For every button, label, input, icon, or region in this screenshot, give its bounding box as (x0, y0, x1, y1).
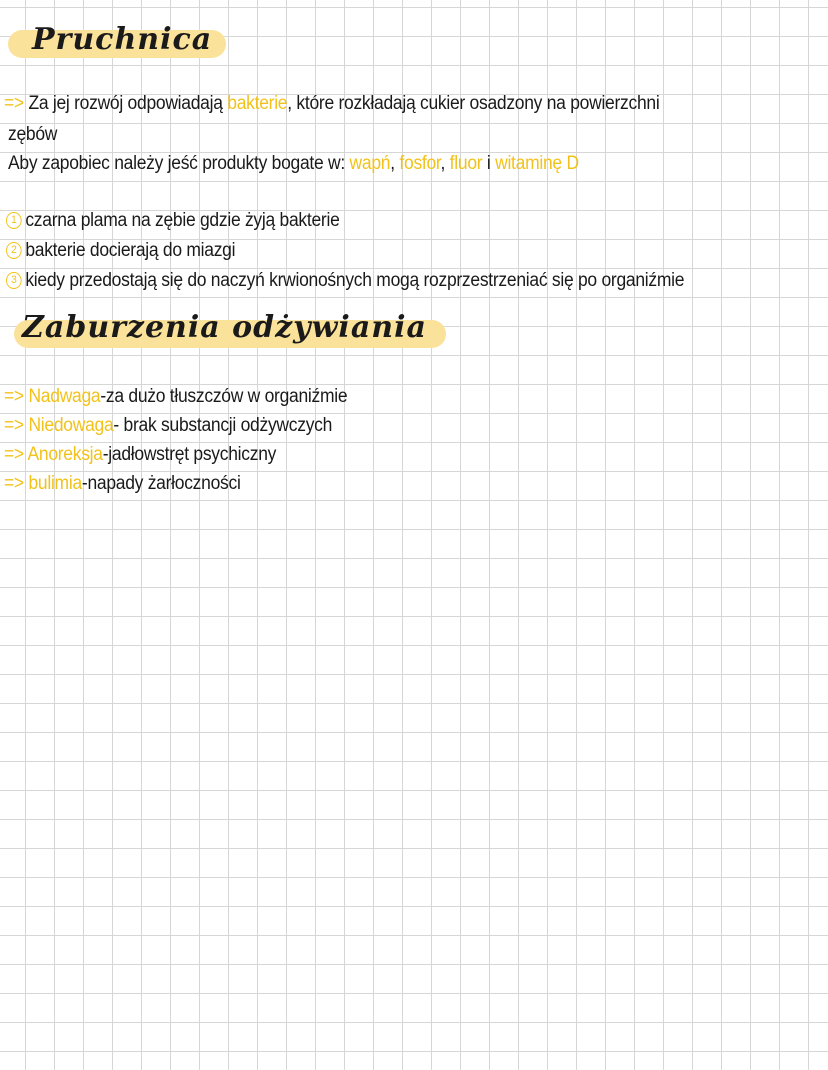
stage-item (6, 240, 235, 262)
disorder-item (4, 386, 347, 408)
intro-line (4, 93, 659, 115)
disorder-term: Anoreksja (27, 444, 103, 465)
number-badge: 1 (6, 212, 22, 229)
and: i (482, 153, 496, 174)
prevention-text: Aby zapobiec należy jeść produkty bogate w: (8, 153, 350, 174)
disorder-term: Nadwaga (28, 386, 101, 407)
highlight-term: bakterie (227, 93, 288, 114)
intro-continuation: zębów (8, 124, 58, 145)
arrow-icon: => (4, 415, 24, 436)
section-title-zaburzenia: Zaburzenia odżywiania (22, 310, 427, 345)
prevention-line (8, 153, 579, 175)
arrow-icon: => (4, 386, 24, 407)
stage-text: czarna plama na zębie gdzie żyją bakterie (25, 210, 340, 231)
nutrient: fosfor (399, 153, 441, 174)
stage-item (6, 210, 340, 232)
stage-item (6, 270, 684, 292)
disorder-def: -jadłowstręt psychiczny (102, 444, 277, 465)
disorder-item (4, 473, 241, 495)
nutrient: fluor (449, 153, 483, 174)
disorder-term: Niedowaga (28, 415, 114, 436)
intro-text-2: , które rozkładają cukier osadzony na powierzchni (287, 93, 660, 114)
arrow-icon: => (4, 473, 24, 494)
disorder-item (4, 415, 332, 437)
number-badge: 2 (6, 242, 22, 259)
disorder-def: - brak substancji odżywczych (113, 415, 333, 436)
arrow-icon: => (4, 93, 24, 114)
nutrient: witaminę D (495, 153, 579, 174)
disorder-term: bulimia (28, 473, 82, 494)
section-title-pruchnica: Pruchnica (32, 22, 213, 57)
arrow-icon: => (4, 444, 24, 465)
stage-text: bakterie docierają do miazgi (25, 240, 236, 261)
sep: , (390, 153, 400, 174)
disorder-def: -za dużo tłuszczów w organiźmie (100, 386, 348, 407)
number-badge: 3 (6, 272, 22, 289)
disorder-item (4, 444, 276, 466)
stage-text: kiedy przedostają się do naczyń krwionośnych mogą rozprzestrzeniać się po organiźmie (25, 270, 685, 291)
nutrient: wapń (349, 153, 391, 174)
intro-text: Za jej rozwój odpowiadają (28, 93, 228, 114)
disorder-def: -napady żarłoczności (81, 473, 241, 494)
sep: , (440, 153, 450, 174)
